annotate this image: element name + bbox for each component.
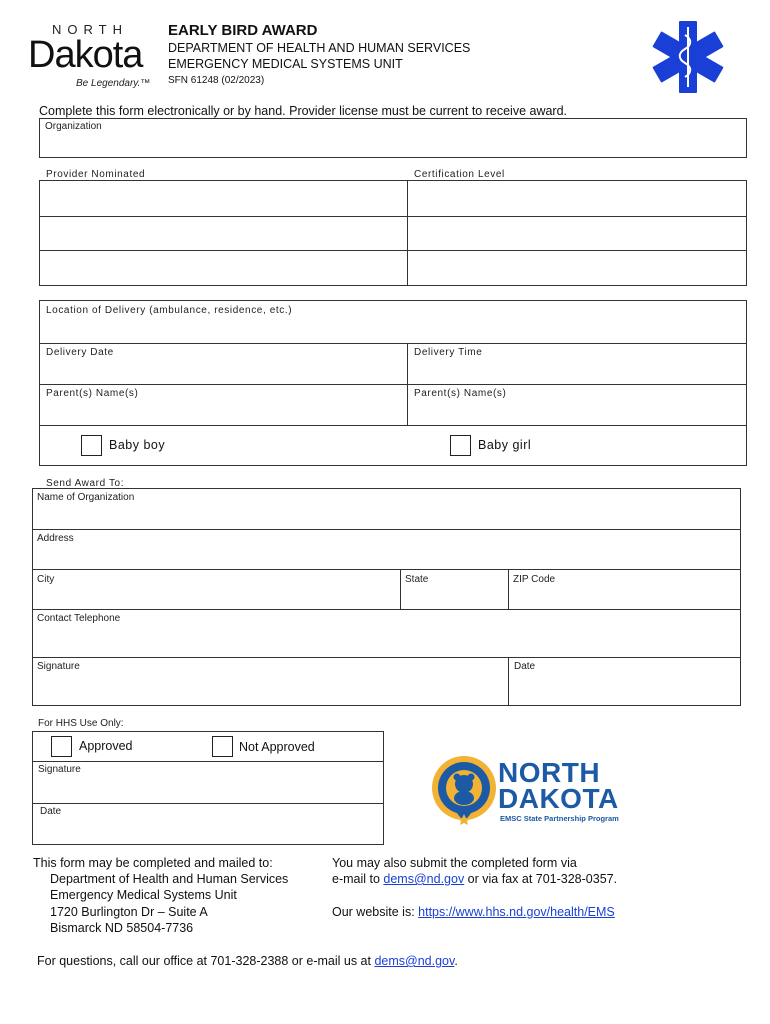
hhs-section (32, 731, 384, 845)
form-number: SFN 61248 (02/2023) (168, 75, 265, 86)
parents-field-right[interactable] (408, 385, 746, 425)
city-label: City (37, 574, 55, 585)
website-prefix: Our website is: (332, 905, 419, 919)
logo-main: Dakota (28, 34, 143, 76)
mail-line-2: Emergency Medical Systems Unit (50, 888, 237, 902)
questions-email-link[interactable]: dems@nd.gov (374, 954, 455, 968)
delivery-section (39, 300, 747, 466)
emsc-badge-icon (430, 754, 498, 826)
baby-boy-checkbox[interactable] (81, 435, 102, 456)
emsc-logo-line1: NORTH (498, 757, 601, 788)
mail-intro: This form may be completed and mailed to: (33, 856, 273, 870)
date-label: Date (514, 661, 536, 672)
state-field[interactable] (401, 570, 508, 609)
hhs-date-field[interactable] (33, 804, 383, 844)
phone-label: Contact Telephone (37, 613, 121, 624)
website-link[interactable]: https://www.hhs.nd.gov/health/EMS (418, 905, 615, 919)
provider-field-1[interactable] (40, 181, 407, 216)
emsc-logo-line3: EMSC State Partnership Program (500, 814, 619, 823)
hhs-signature-label: Signature (38, 764, 81, 775)
provider-table (39, 180, 747, 286)
provider-label: Provider Nominated (46, 169, 146, 180)
send-award-section (32, 488, 741, 706)
mail-line-1: Department of Health and Human Services (50, 872, 289, 886)
location-field[interactable] (40, 301, 746, 343)
hhs-heading: For HHS Use Only: (38, 718, 124, 729)
website-line (332, 904, 615, 921)
organization-field[interactable] (39, 118, 747, 158)
fax-text: or via fax at 701-328-0357. (464, 872, 618, 886)
logo-tagline: Be Legendary.™ (76, 78, 151, 89)
mail-line-4: Bismarck ND 58504-7736 (50, 921, 194, 935)
star-of-life-icon (652, 18, 724, 96)
parents-field-left[interactable] (40, 385, 407, 425)
mail-line-3: 1720 Burlington Dr – Suite A (50, 905, 208, 919)
certification-label: Certification Level (414, 169, 505, 180)
email-link[interactable]: dems@nd.gov (383, 872, 465, 886)
parents-label-left: Parent(s) Name(s) (46, 388, 139, 399)
form-title: EARLY BIRD AWARD (168, 22, 318, 39)
nd-logo (28, 22, 158, 94)
certification-field-2[interactable] (408, 217, 746, 250)
city-field[interactable] (33, 570, 400, 609)
provider-field-2[interactable] (40, 217, 407, 250)
org-name-field[interactable] (33, 489, 740, 529)
email-intro: You may also submit the completed form via (332, 856, 577, 870)
org-name-label: Name of Organization (37, 492, 135, 503)
send-award-heading: Send Award To: (46, 478, 125, 489)
delivery-date-field[interactable] (40, 344, 407, 384)
not-approved-label: Not Approved (239, 740, 315, 754)
date-field[interactable] (509, 658, 740, 705)
questions-suffix: . (454, 954, 458, 968)
not-approved-checkbox[interactable] (212, 736, 233, 757)
hhs-date-label: Date (40, 806, 62, 817)
state-label: State (405, 574, 429, 585)
signature-label: Signature (37, 661, 80, 672)
approved-checkbox[interactable] (51, 736, 72, 757)
zip-label: ZIP Code (513, 574, 556, 585)
emsc-logo-line2: DAKOTA (498, 783, 619, 814)
delivery-time-field[interactable] (408, 344, 746, 384)
delivery-time-label: Delivery Time (414, 347, 483, 358)
parents-label-right: Parent(s) Name(s) (414, 388, 507, 399)
phone-field[interactable] (33, 610, 740, 657)
approved-label: Approved (79, 739, 133, 753)
email-line (332, 871, 617, 888)
baby-girl-checkbox[interactable] (450, 435, 471, 456)
email-prefix: e-mail to (332, 872, 384, 886)
delivery-date-label: Delivery Date (46, 347, 114, 358)
questions-line (37, 953, 458, 970)
department-line1: DEPARTMENT OF HEALTH AND HUMAN SERVICES (168, 41, 471, 55)
department-line2: EMERGENCY MEDICAL SYSTEMS UNIT (168, 57, 403, 71)
signature-field[interactable] (33, 658, 508, 705)
address-label: Address (37, 533, 74, 544)
organization-label: Organization (45, 121, 102, 132)
questions-prefix: For questions, call our office at 701-328-2388 or e-mail us at (37, 954, 375, 968)
baby-boy-label: Baby boy (109, 438, 166, 452)
certification-field-1[interactable] (408, 181, 746, 216)
logo-top: NORTH (52, 22, 128, 37)
baby-girl-label: Baby girl (478, 438, 532, 452)
certification-field-3[interactable] (408, 251, 746, 285)
zip-field[interactable] (509, 570, 740, 609)
location-label: Location of Delivery (ambulance, residence, etc.) (46, 305, 293, 316)
instructions: Complete this form electronically or by hand. Provider license must be current to receive award. (39, 104, 568, 118)
address-field[interactable] (33, 530, 740, 569)
provider-field-3[interactable] (40, 251, 407, 285)
hhs-signature-field[interactable] (33, 762, 383, 803)
